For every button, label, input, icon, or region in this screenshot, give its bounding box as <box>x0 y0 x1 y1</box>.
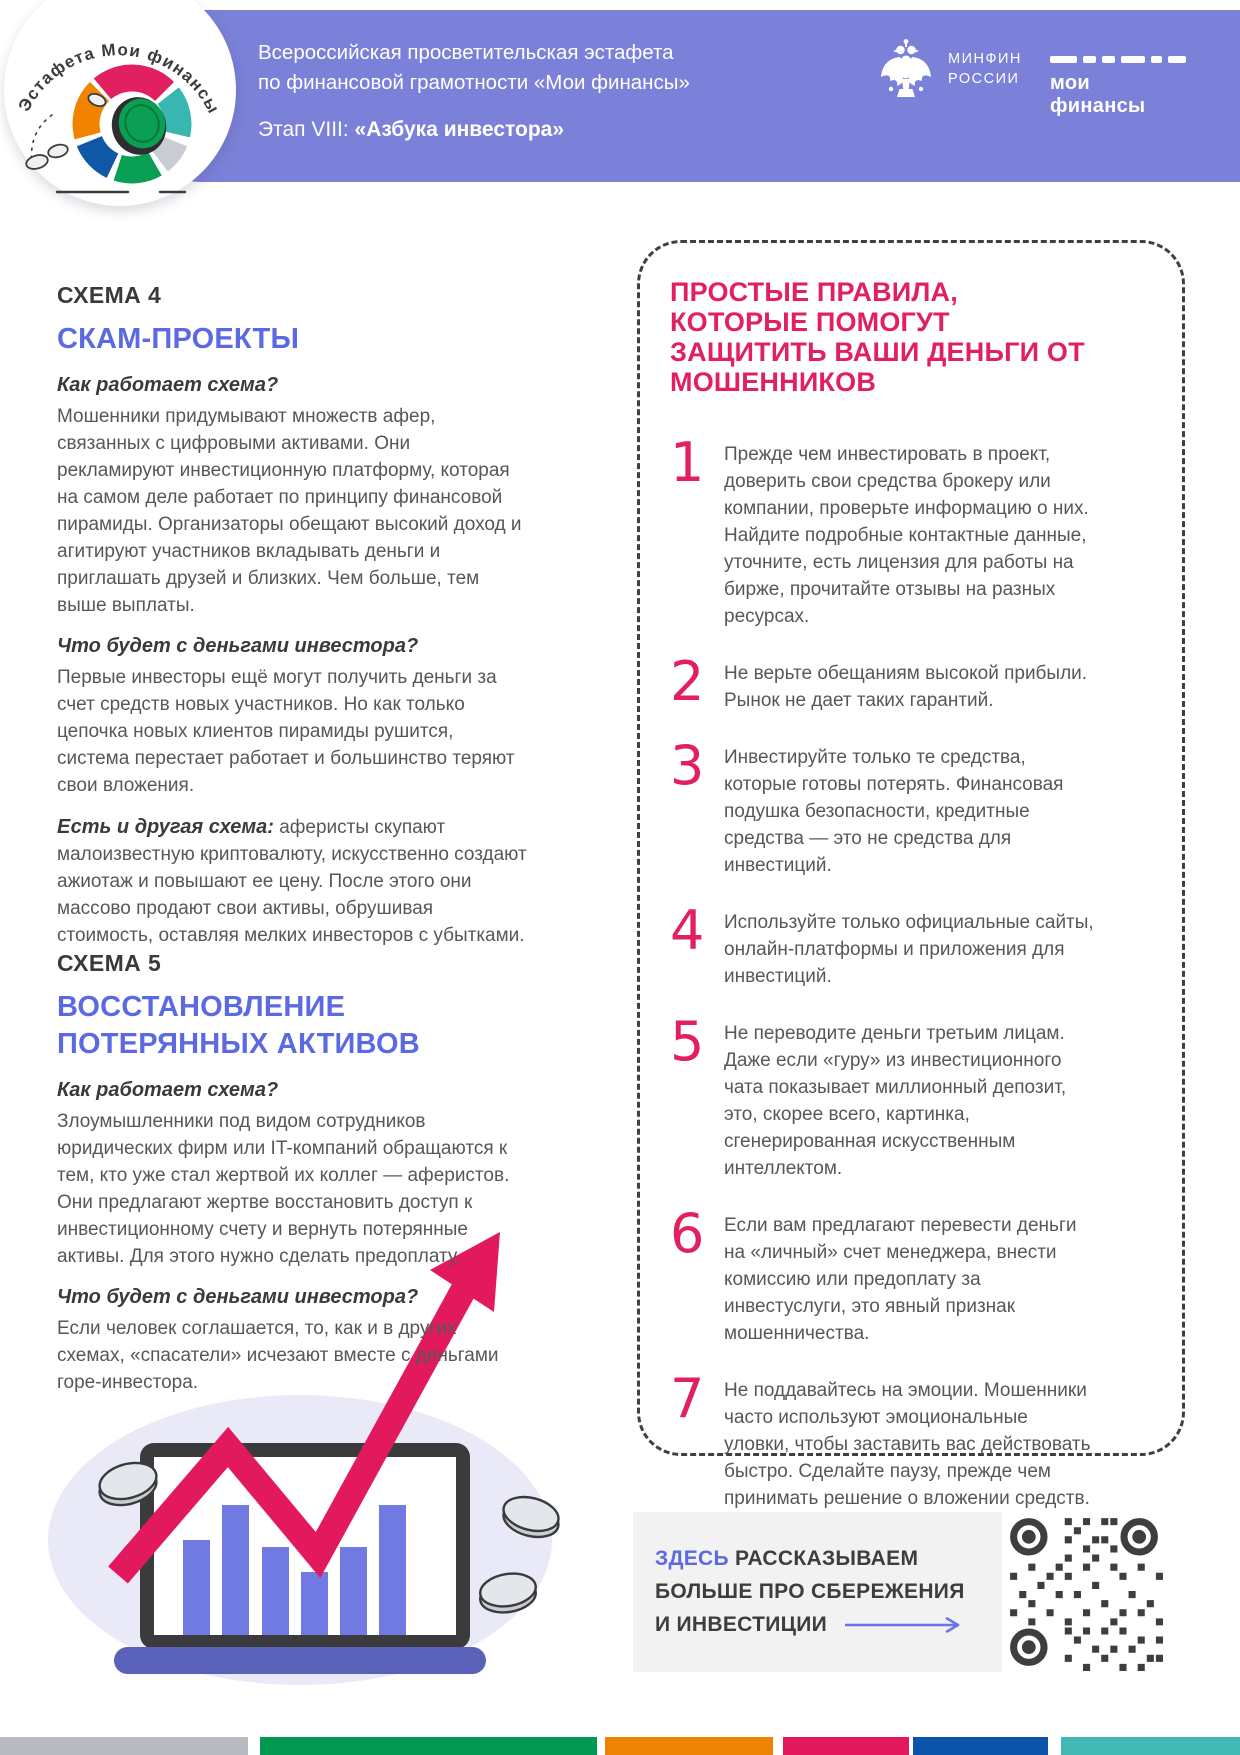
rule-number: 7 <box>670 1367 705 1430</box>
rule-text: Не верьте обещаниям высокой прибыли. Рынок не дает таких гарантий. <box>724 663 1088 711</box>
rule-item-4 <box>670 899 1146 990</box>
rule-text: Не переводите деньги третьим лицам. Даже если «гуру» из инвестиционного чата показывает миллионный депозит, это, скорее всего, картинка, сгенерированная искусственным интеллектом. <box>724 1023 1067 1179</box>
header-stage <box>258 118 564 142</box>
scheme-5-section-2-heading: Что будет с деньгами инвестора? <box>57 1286 419 1308</box>
scheme-4-section-3-text: аферисты скупают малоизвестную криптовалюту, искусственно создают ажиотаж и повышают ее цену. После этого они массово продают свои активы, обрушивая стоимость, оставляя мелких инвесторов с убытками. <box>57 817 527 946</box>
qr-code <box>1004 1512 1164 1672</box>
minfin-label <box>948 49 1022 89</box>
rule-item-5 <box>670 1010 1146 1182</box>
rules-title: ПРОСТЫЕ ПРАВИЛА, КОТОРЫЕ ПОМОГУТ ЗАЩИТИТЬ ВАШИ ДЕНЬГИ ОТ МОШЕННИКОВ <box>670 277 1085 397</box>
scheme-4-block <box>57 282 527 949</box>
header-title-line2: по финансовой грамотности «Мои финансы» <box>258 71 690 94</box>
minfin-label-line1: МИНФИН <box>948 51 1022 67</box>
rule-item-2 <box>670 650 1146 714</box>
rules-list <box>670 431 1146 1512</box>
scheme-5-kicker: СХЕМА 5 <box>57 950 162 976</box>
qr-banner-line1-rest: РАССКАЗЫВАЕМ <box>728 1547 919 1570</box>
rule-number: 4 <box>670 899 705 962</box>
rule-item-3 <box>670 734 1146 879</box>
stage-title: «Азбука инвестора» <box>354 118 565 141</box>
estafeta-logo-circle <box>4 0 236 206</box>
rules-box <box>637 240 1185 1509</box>
qr-banner-line1 <box>655 1542 1002 1575</box>
right-arrow-icon <box>845 1617 970 1633</box>
rule-text: Используйте только официальные сайты, онлайн-платформы и приложения для инвестиций. <box>724 912 1094 987</box>
minfin-eagle-icon <box>878 36 934 102</box>
qr-banner <box>633 1512 1002 1672</box>
my-finances-logo <box>1050 56 1186 118</box>
qr-banner-highlight: ЗДЕСЬ <box>655 1547 729 1570</box>
scheme-5-block <box>57 950 527 1396</box>
scheme-4-kicker: СХЕМА 4 <box>57 282 162 308</box>
rule-text: Если вам предлагают перевести деньги на «личный» счет менеджера, внести комиссию или предоплату за инвестуслуги, это явный признак мошенничества. <box>724 1215 1077 1344</box>
rule-number: 3 <box>670 734 705 797</box>
qr-banner-line3-text: И ИНВЕСТИЦИИ <box>655 1613 828 1636</box>
rule-item-7 <box>670 1367 1146 1512</box>
my-finances-wordmark: мои финансы <box>1050 72 1146 117</box>
svg-text:Эстафета Мои финансы: Эстафета Мои финансы <box>14 40 224 118</box>
minfin-label-line2: РОССИИ <box>948 71 1020 87</box>
scheme-5-section-1-text: Злоумышленники под видом сотрудников юридических фирм или IT-компаний обращаются к тем, кто уже стал жертвой их коллег — аферистов. Они предлагают жертве восстановить доступ к инвестиционному счету и вернуть потерянные активы. Для этого нужно сделать предоплату. <box>57 1111 510 1267</box>
footer-stripe-green <box>260 1737 597 1755</box>
rule-number: 2 <box>670 650 705 713</box>
laptop-icon <box>114 1443 486 1674</box>
scheme-5-section-1-heading: Как работает схема? <box>57 1079 279 1101</box>
minfin-logo <box>878 36 1022 102</box>
rule-number: 6 <box>670 1202 705 1265</box>
scheme-4-section-3 <box>57 814 527 949</box>
scheme-4-title: СКАМ-ПРОЕКТЫ <box>57 323 300 355</box>
rule-item-1 <box>670 431 1146 630</box>
rule-number: 5 <box>670 1010 705 1073</box>
qr-banner-line2: БОЛЬШЕ ПРО СБЕРЕЖЕНИЯ <box>655 1580 965 1603</box>
scheme-4-section-3-heading: Есть и другая схема: <box>57 816 274 838</box>
footer-stripe-gray <box>0 1737 248 1755</box>
rule-text: Инвестируйте только те средства, которые готовы потерять. Финансовая подушка безопасности, кредитные средства — это не средства для инвестиций. <box>724 747 1064 876</box>
footer-stripe-orange <box>605 1737 773 1755</box>
scheme-4-section-1-heading: Как работает схема? <box>57 374 279 396</box>
scheme-4-section-2-text: Первые инвесторы ещё могут получить деньги за счет средств новых участников. Но как только цепочка новых клиентов пирамиды рушится, система перестает работает и большинство теряют свои вложения. <box>57 667 515 796</box>
scheme-4-section-2-heading: Что будет с деньгами инвестора? <box>57 635 419 657</box>
scheme-4-section-1-text: Мошенники придумывают множеств афер, связанных с цифровыми активами. Они рекламируют инвестиционную платформу, которая на самом деле работает по принципу финансовой пирамиды. Организаторы обещают высокий доход и агитируют участников вкладывать деньги и приглашать друзей и близких. Чем больше, тем выше выплаты. <box>57 406 522 616</box>
qr-banner-line3 <box>655 1608 1002 1641</box>
rule-item-6 <box>670 1202 1146 1347</box>
rule-number: 1 <box>670 431 705 494</box>
stage-prefix: Этап VIII: <box>258 118 355 141</box>
footer-stripe-blue <box>913 1737 1048 1755</box>
scheme-5-title: ВОССТАНОВЛЕНИЕ ПОТЕРЯННЫХ АКТИВОВ <box>57 991 420 1060</box>
my-finances-dashes-icon <box>1050 56 1186 63</box>
footer-stripe-crimson <box>783 1737 909 1755</box>
estafeta-donut-logo-icon <box>12 30 230 206</box>
footer-stripe-teal <box>1061 1737 1240 1755</box>
rule-text: Не поддавайтесь на эмоции. Мошенники часто используют эмоциональные уловки, чтобы заставить вас действовать быстро. Сделайте паузу, прежде чем принимать решение о вложении средств. <box>724 1380 1091 1509</box>
scheme-5-section-2-text: Если человек соглашается, то, как и в других схемах, «спасатели» исчезают вместе с деньгами горе-инвестора. <box>57 1318 499 1393</box>
header-title-line1: Всероссийская просветительская эстафета <box>258 41 674 64</box>
header-title <box>258 38 690 98</box>
rule-text: Прежде чем инвестировать в проект, доверить свои средства брокеру или компании, проверьте информацию о них. Найдите подробные контактные данные, уточните, есть лицензия для работы на бирже, прочитайте отзывы на разных ресурсах. <box>724 444 1089 627</box>
